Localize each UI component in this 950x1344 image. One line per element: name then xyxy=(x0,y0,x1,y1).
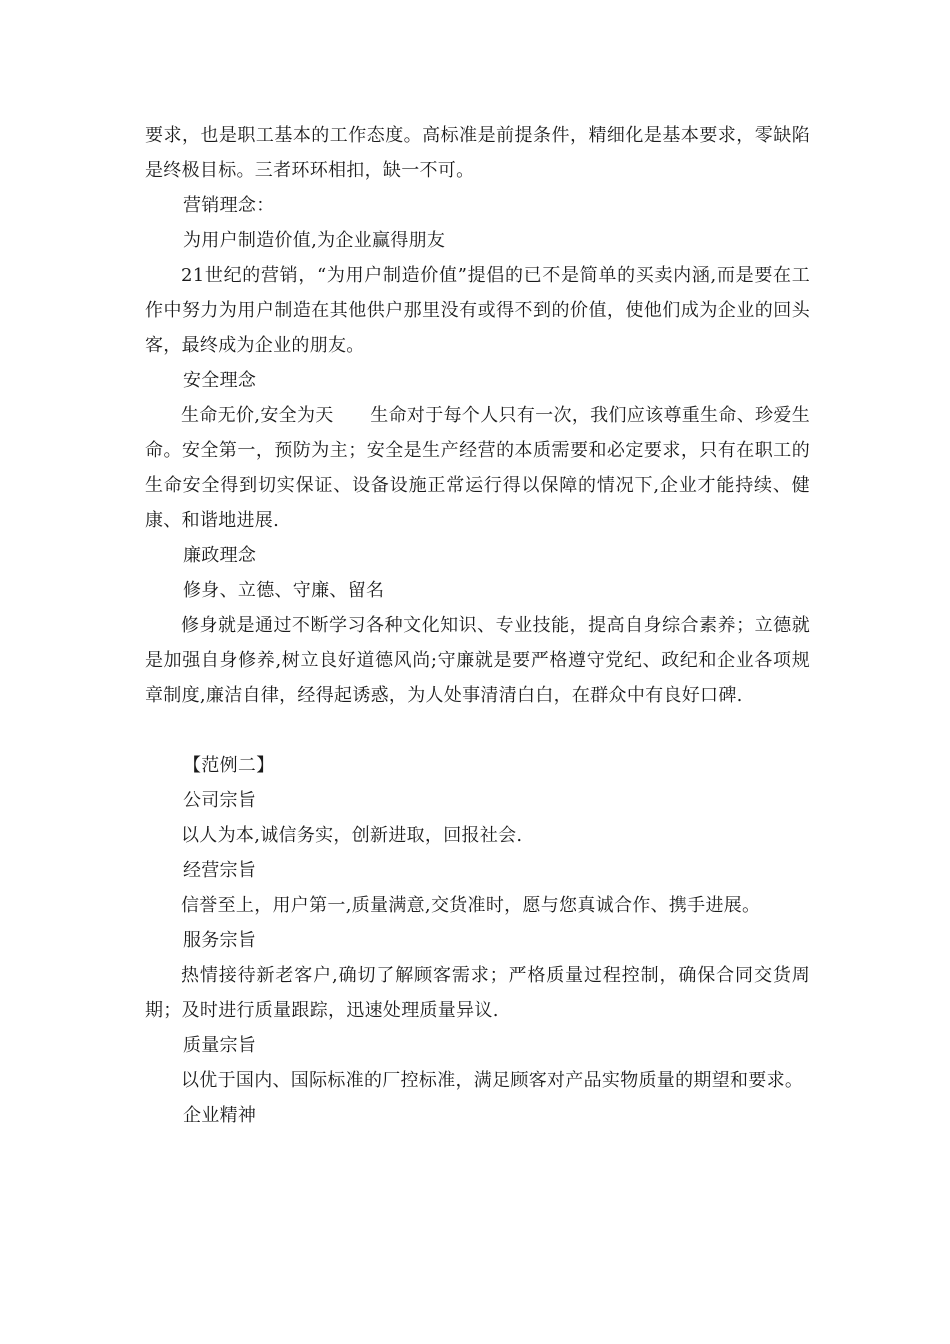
business-purpose-paragraph: 信誉至上，用户第一,质量满意,交货准时，愿与您真诚合作、携手进展。 xyxy=(181,895,761,916)
integrity-paragraph: 修身就是通过不断学习各种文化知识、专业技能，提高自身综合素养；立德就是加强自身修养,树立良好道德风尚;守廉就是要严格遵守党纪、政纪和企业各项规章制度,廉洁自律，经得起诱惑，为人处事清清白白，在群众中有良好口碑. xyxy=(145,615,810,706)
safety-paragraph: 生命无价,安全为天 生命对于每个人只有一次，我们应该尊重生命、珍爱生命。安全第一，预防为主；安全是生产经营的本质需要和必定要求，只有在职工的生命安全得到切实保证、设备设施正常运行得以保障的情况下,企业才能持续、健康、和谐地进展. xyxy=(145,405,810,531)
paragraph-continuation: 要求，也是职工基本的工作态度。高标准是前提条件，精细化是基本要求，零缺陷是终极目标。三者环环相扣，缺一不可。 xyxy=(145,125,810,181)
integrity-slogan: 修身、立德、守廉、留名 xyxy=(183,580,385,601)
service-purpose-paragraph: 热情接待新老客户,确切了解顾客需求；严格质量过程控制，确保合同交货周期；及时进行质量跟踪，迅速处理质量异议. xyxy=(145,965,810,1021)
section-title-marketing: 营销理念： xyxy=(183,195,275,216)
section-title-business-purpose: 经营宗旨 xyxy=(183,860,257,881)
section-title-quality-purpose: 质量宗旨 xyxy=(183,1035,257,1056)
section-title-safety: 安全理念 xyxy=(183,370,257,391)
marketing-slogan: 为用户制造价值,为企业赢得朋友 xyxy=(183,230,446,251)
section-title-integrity: 廉政理念 xyxy=(183,545,257,566)
section-title-enterprise-spirit: 企业精神 xyxy=(183,1105,257,1126)
quality-purpose-paragraph: 以优于国内、国际标准的厂控标准，满足顾客对产品实物质量的期望和要求。 xyxy=(181,1070,804,1091)
example-two-label: 【范例二】 xyxy=(183,755,275,776)
section-title-service-purpose: 服务宗旨 xyxy=(183,930,257,951)
section-title-company-purpose: 公司宗旨 xyxy=(183,790,257,811)
marketing-paragraph: 21世纪的营销，“为用户制造价值”提倡的已不是简单的买卖内涵,而是要在工作中努力为用户制造在其他供户那里没有或得不到的价值，使他们成为企业的回头客，最终成为企业的朋友。 xyxy=(145,265,810,356)
document-body xyxy=(145,118,810,1133)
company-purpose-paragraph: 以人为本,诚信务实，创新进取，回报社会. xyxy=(181,825,523,846)
section-gap xyxy=(145,713,810,748)
